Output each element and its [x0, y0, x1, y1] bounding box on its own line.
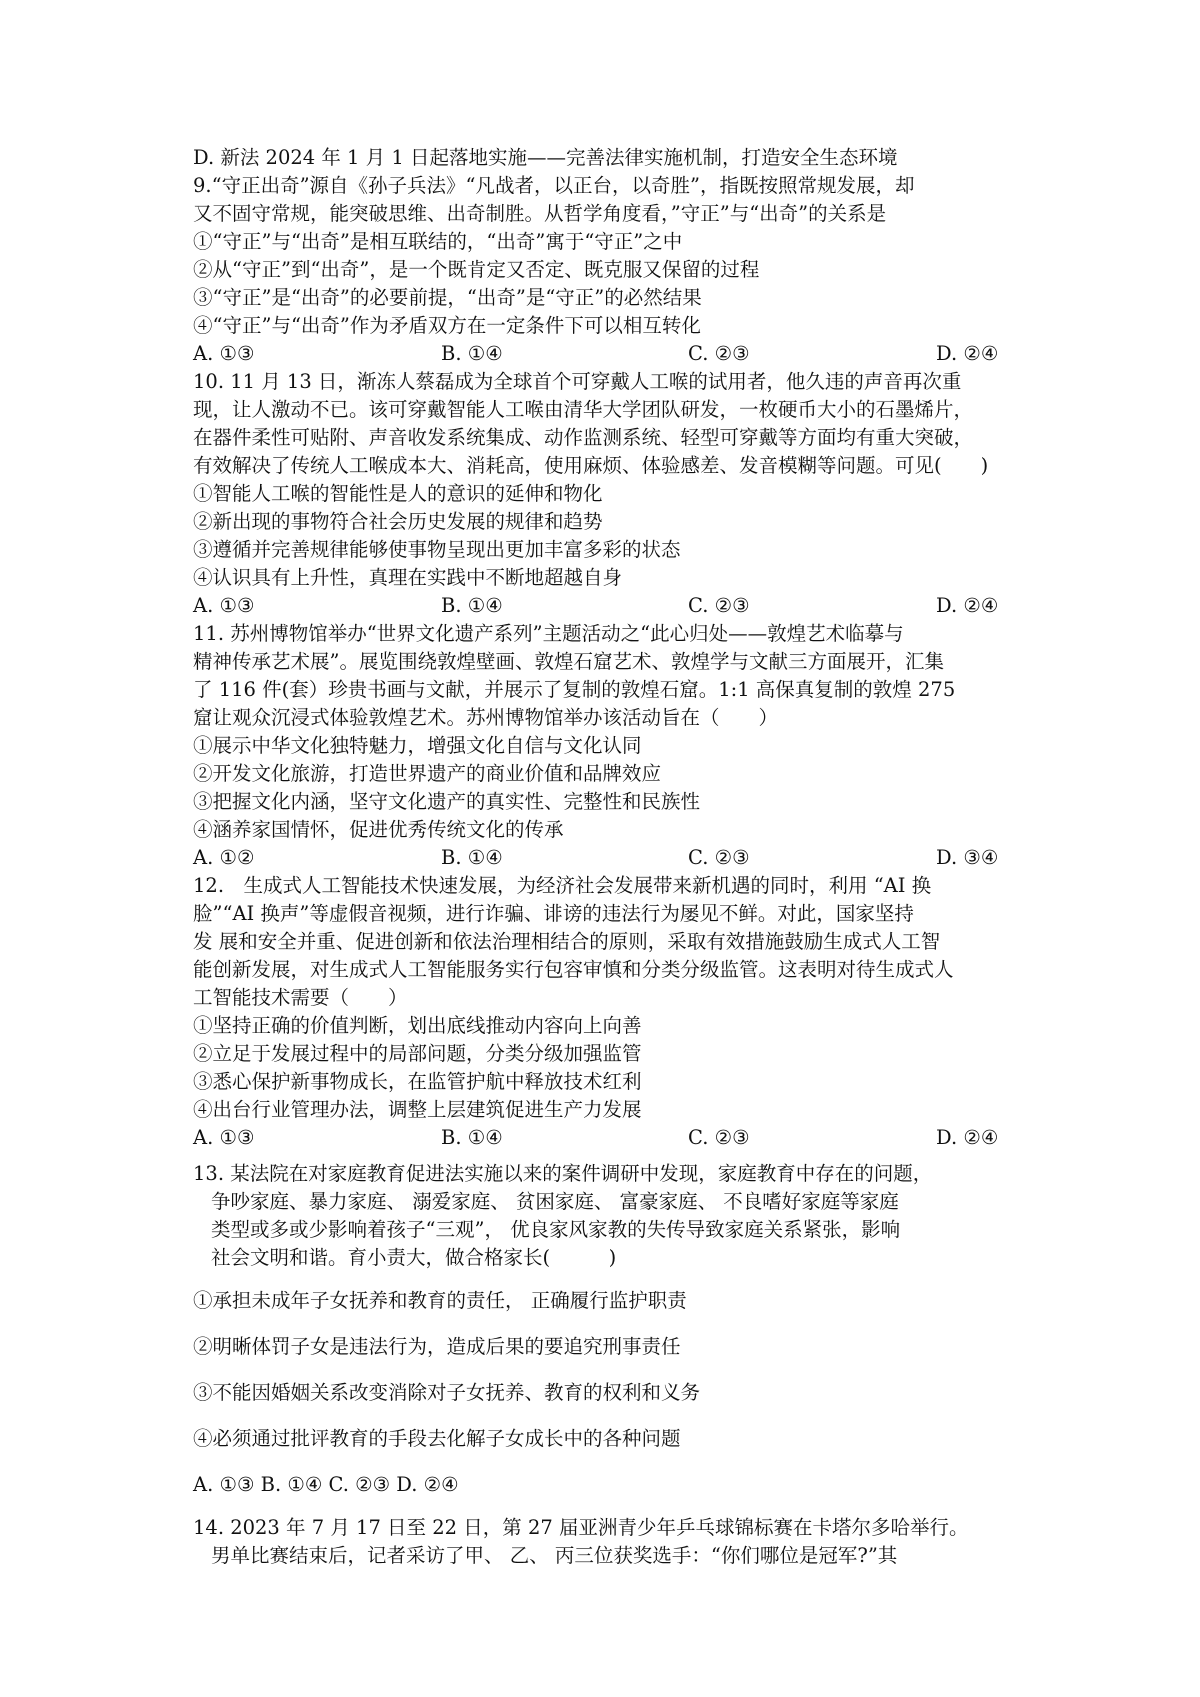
question-12 — [193, 872, 1013, 1152]
question-10-option-d[interactable]: D. ②④ — [936, 594, 999, 617]
question-14 — [193, 1514, 1013, 1570]
question-10-option-b[interactable]: B. ①④ — [441, 594, 503, 617]
question-9-stem-line-1: 9.“守正出奇”源自《孙子兵法》“凡战者，以正台，以奇胜”，指既按照常规发展，却 — [193, 174, 915, 197]
question-13-options[interactable]: A. ①③ B. ①④ C. ②③ D. ②④ — [193, 1473, 459, 1496]
question-13-item-4: ④必须通过批评教育的手段去化解子女成长中的各种问题 — [193, 1427, 681, 1450]
question-9 — [193, 172, 1013, 368]
question-10-options — [193, 592, 1013, 620]
question-9-option-d[interactable]: D. ②④ — [936, 342, 999, 365]
question-10-item-1: ①智能人工喉的智能性是人的意识的延伸和物化 — [193, 482, 603, 505]
question-12-stem-line-3: 发 展和安全并重、促进创新和依法治理相结合的原则，采取有效措施鼓励生成式人工智 — [193, 930, 941, 953]
question-13-item-2: ②明晰体罚子女是违法行为，造成后果的要追究刑事责任 — [193, 1335, 681, 1358]
question-10 — [193, 368, 1013, 620]
question-10-option-c[interactable]: C. ②③ — [688, 594, 750, 617]
page-content — [193, 144, 1013, 1570]
question-13-stem-line-4: 社会文明和谐。育小责大，做合格家长( ) — [211, 1246, 617, 1269]
question-12-option-a[interactable]: A. ①③ — [193, 1126, 255, 1149]
question-9-option-b[interactable]: B. ①④ — [441, 342, 503, 365]
question-12-stem-line-5: 工智能技术需要（ ） — [193, 986, 408, 1009]
question-11-option-c[interactable]: C. ②③ — [688, 846, 750, 869]
question-13-items — [193, 1278, 1013, 1508]
question-11-option-a[interactable]: A. ①② — [193, 846, 255, 869]
question-11-item-1: ①展示中华文化独特魅力，增强文化自信与文化认同 — [193, 734, 642, 757]
question-13-stem-line-1: 13. 某法院在对家庭教育促进法实施以来的案件调研中发现，家庭教育中存在的问题， — [193, 1162, 933, 1185]
question-14-stem-line-2: 男单比赛结束后，记者采访了甲、 乙、 丙三位获奖选手：“你们哪位是冠军?”其 — [211, 1544, 898, 1567]
question-13-stem-line-2: 争吵家庭、暴力家庭、 溺爱家庭、 贫困家庭、 富豪家庭、 不良嗜好家庭等家庭 — [211, 1190, 899, 1213]
question-11-options — [193, 844, 1013, 872]
question-12-stem-line-2: 脸”“AI 换声”等虚假音视频，进行诈骗、诽谤的违法行为屡见不鲜。对此，国家坚持 — [193, 902, 914, 925]
question-9-options — [193, 340, 1013, 368]
question-12-item-2: ②立足于发展过程中的局部问题，分类分级加强监管 — [193, 1042, 642, 1065]
question-13 — [193, 1160, 1013, 1508]
question-9-item-2: ②从“守正”到“出奇”，是一个既肯定又否定、既克服又保留的过程 — [193, 258, 760, 281]
question-12-item-4: ④出台行业管理办法，调整上层建筑促进生产力发展 — [193, 1098, 642, 1121]
question-13-item-3: ③不能因婚姻关系改变消除对子女抚养、教育的权利和义务 — [193, 1381, 701, 1404]
option-d-line: D. 新法 2024 年 1 月 1 日起落地实施——完善法律实施机制，打造安全生态环境 — [193, 146, 898, 169]
question-9-stem-line-2: 又不固守常规，能突破思维、出奇制胜。从哲学角度看，”守正”与“出奇”的关系是 — [193, 202, 887, 225]
question-11-stem-line-3: 了 116 件(套）珍贵书画与文献，并展示了复制的敦煌石窟。1:1 高保真复制的敦煌 275 — [193, 678, 956, 701]
question-14-stem-line-1: 14. 2023 年 7 月 17 日至 22 日，第 27 届亚洲青少年乒乓球锦标赛在卡塔尔多哈举行。 — [193, 1516, 969, 1539]
question-9-option-a[interactable]: A. ①③ — [193, 342, 255, 365]
question-12-options — [193, 1124, 1013, 1152]
question-11-option-d[interactable]: D. ③④ — [936, 846, 999, 869]
question-9-item-3: ③“守正”是“出奇”的必要前提，“出奇”是“守正”的必然结果 — [193, 286, 702, 309]
question-11-option-b[interactable]: B. ①④ — [441, 846, 503, 869]
question-12-option-b[interactable]: B. ①④ — [441, 1126, 503, 1149]
question-11-stem-line-2: 精神传承艺术展”。展览围绕敦煌壁画、敦煌石窟艺术、敦煌学与文献三方面展开，汇集 — [193, 650, 944, 673]
question-10-option-a[interactable]: A. ①③ — [193, 594, 255, 617]
question-11 — [193, 620, 1013, 872]
question-12-item-3: ③悉心保护新事物成长，在监管护航中释放技术红利 — [193, 1070, 642, 1093]
question-11-item-4: ④涵养家国情怀，促进优秀传统文化的传承 — [193, 818, 564, 841]
question-10-stem-line-2: 现，让人激动不已。该可穿戴智能人工喉由清华大学团队研发，一枚硬币大小的石墨烯片， — [193, 398, 974, 421]
question-12-option-d[interactable]: D. ②④ — [936, 1126, 999, 1149]
question-12-stem-line-4: 能创新发展，对生成式人工智能服务实行包容审慎和分类分级监管。这表明对待生成式人 — [193, 958, 954, 981]
question-10-stem-line-4: 有效解决了传统人工喉成本大、消耗高，使用麻烦、体验感差、发音模糊等问题。可见( ) — [193, 454, 989, 477]
question-10-item-4: ④认识具有上升性，真理在实践中不断地超越自身 — [193, 566, 623, 589]
question-11-stem-line-4: 窟让观众沉浸式体验敦煌艺术。苏州博物馆举办该活动旨在（ ） — [193, 706, 779, 729]
question-11-item-2: ②开发文化旅游，打造世界遗产的商业价值和品牌效应 — [193, 762, 662, 785]
question-11-stem-line-1: 11. 苏州博物馆举办“世界文化遗产系列”主题活动之“此心归处——敦煌艺术临摹与 — [193, 622, 904, 645]
question-13-item-1: ①承担未成年子女抚养和教育的责任， 正确履行监护职责 — [193, 1289, 687, 1312]
question-12-stem-line-1: 12. 生成式人工智能技术快速发展，为经济社会发展带来新机遇的同时，利用 “AI 换 — [193, 874, 932, 897]
question-10-item-3: ③遵循并完善规律能够使事物呈现出更加丰富多彩的状态 — [193, 538, 681, 561]
question-10-item-2: ②新出现的事物符合社会历史发展的规律和趋势 — [193, 510, 603, 533]
question-11-item-3: ③把握文化内涵，坚守文化遗产的真实性、完整性和民族性 — [193, 790, 701, 813]
question-12-item-1: ①坚持正确的价值判断，划出底线推动内容向上向善 — [193, 1014, 642, 1037]
question-13-stem-line-3: 类型或多或少影响着孩子“三观”， 优良家风家教的失传导致家庭关系紧张，影响 — [211, 1218, 901, 1241]
question-9-item-4: ④“守正”与“出奇”作为矛盾双方在一定条件下可以相互转化 — [193, 314, 701, 337]
question-10-stem-line-3: 在器件柔性可贴附、声音收发系统集成、动作监测系统、轻型可穿戴等方面均有重大突破， — [193, 426, 974, 449]
question-12-option-c[interactable]: C. ②③ — [688, 1126, 750, 1149]
question-10-stem-line-1: 10. 11 月 13 日，渐冻人蔡磊成为全球首个可穿戴人工喉的试用者，他久违的声音再次重 — [193, 370, 962, 393]
question-9-option-c[interactable]: C. ②③ — [688, 342, 750, 365]
question-9-item-1: ①“守正”与“出奇”是相互联结的，“出奇”寓于“守正”之中 — [193, 230, 683, 253]
